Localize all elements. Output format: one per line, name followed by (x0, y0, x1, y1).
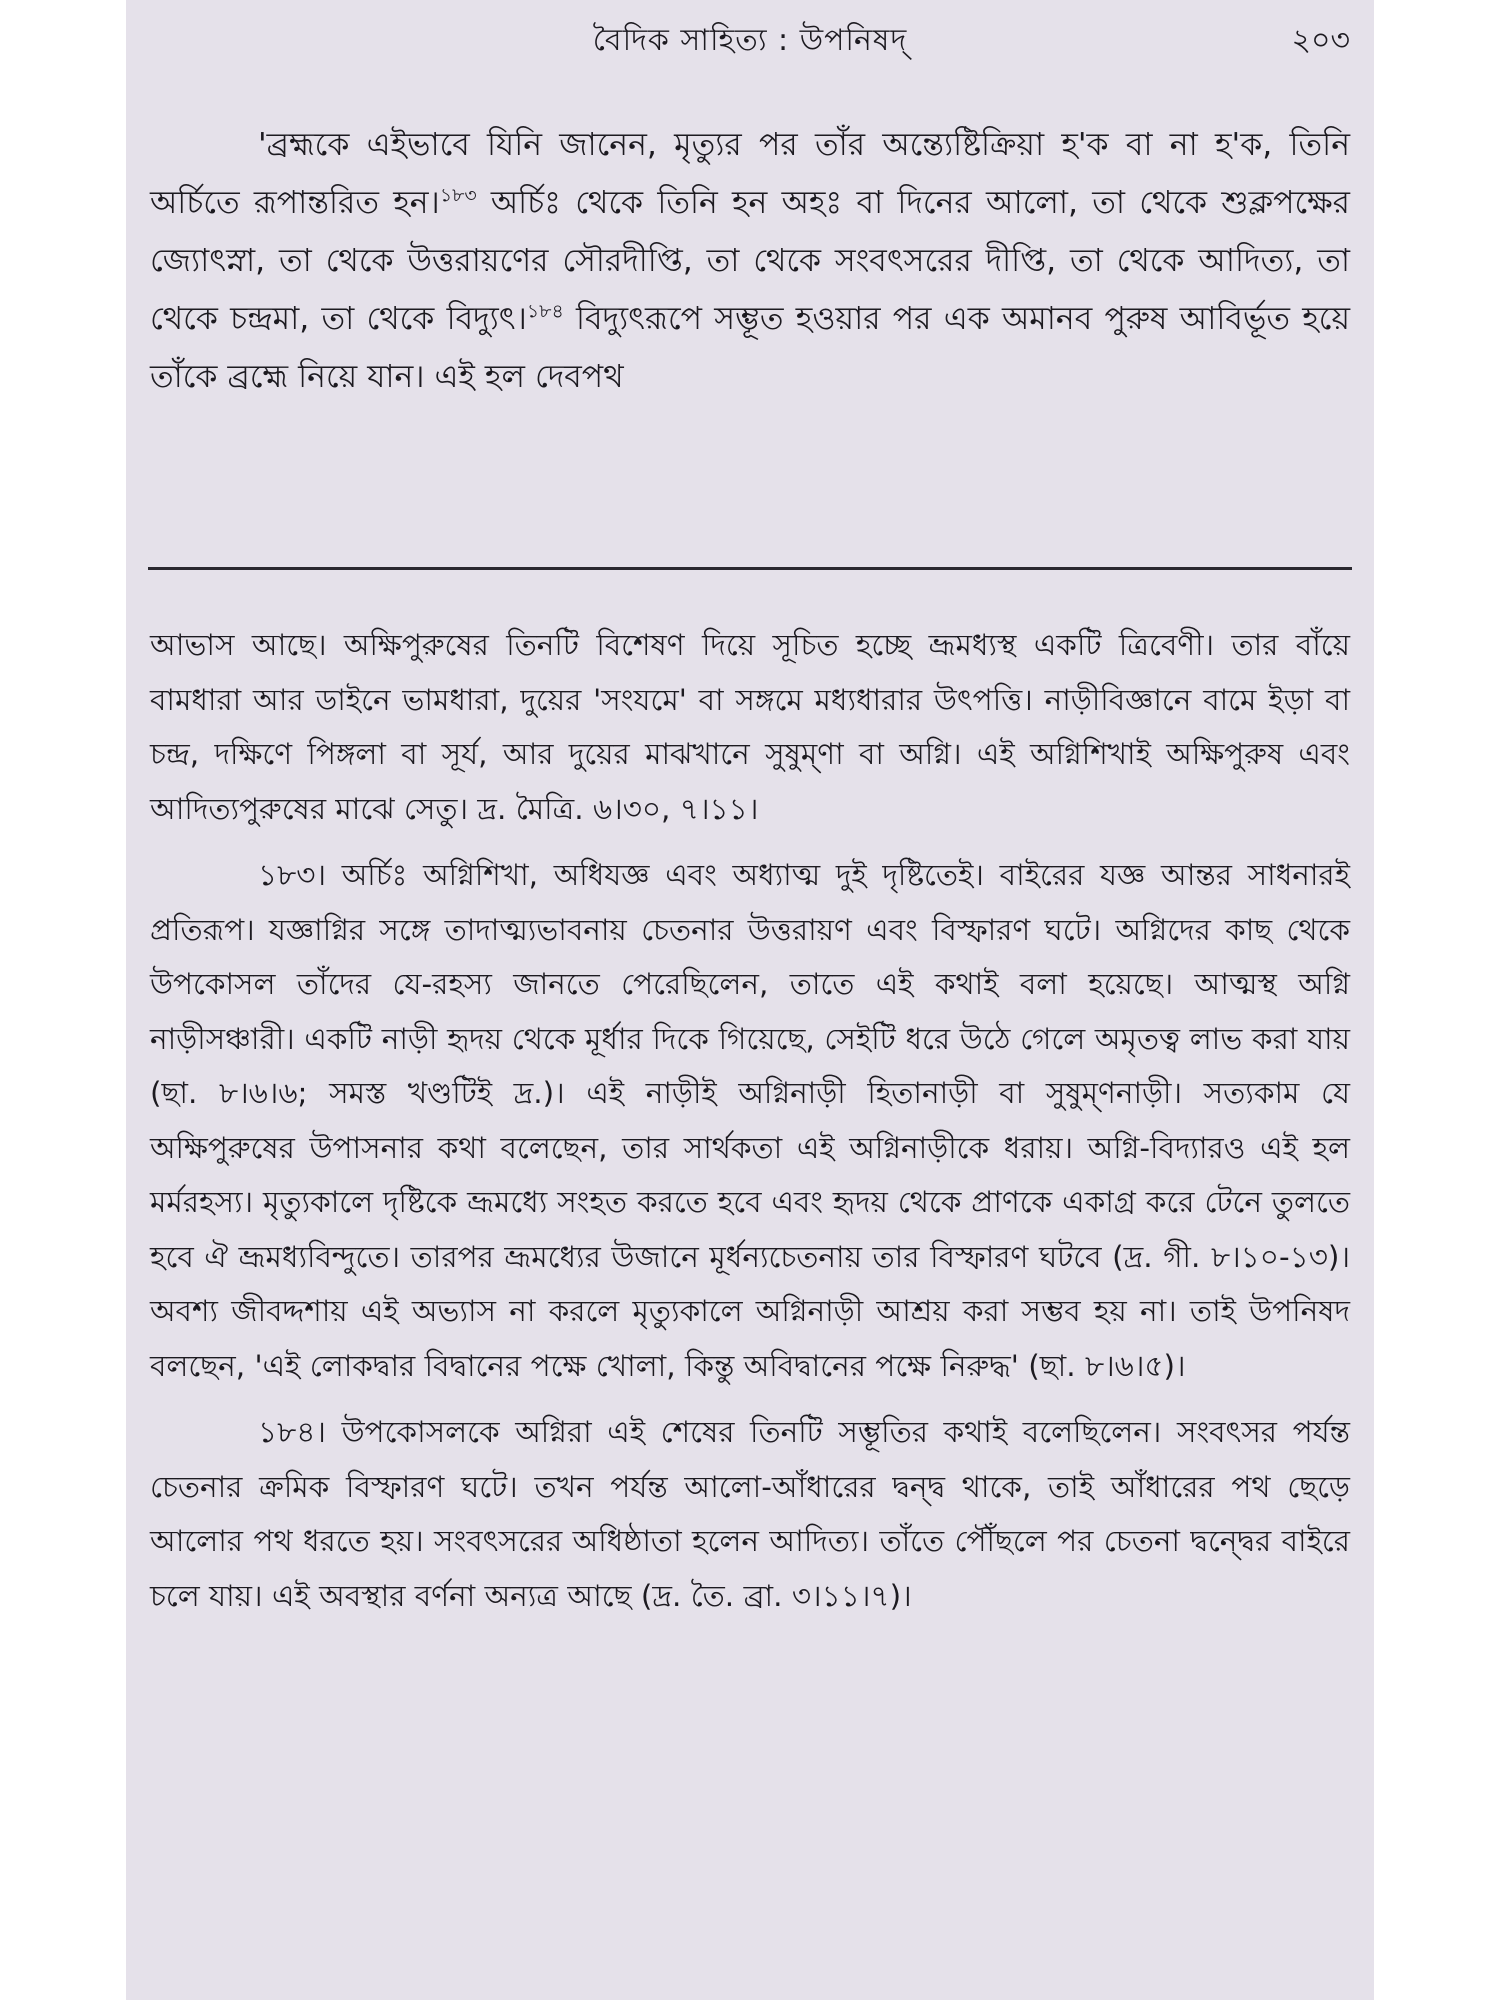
main-text-part-3: বিদ্যুৎরূপে সম্ভূত হওয়ার পর এক অমানব পুরুষ আবির্ভূত হয়ে তাঁকে ব্রহ্মে নিয়ে যান। এই হল দেবপথ (150, 301, 1351, 395)
page-number: ২০৩ (1291, 23, 1350, 58)
main-text (150, 116, 1350, 406)
footnote-continuation: আভাস আছে। অক্ষিপুরুষের তিনটি বিশেষণ দিয়ে সূচিত হচ্ছে ভ্রূমধ্যস্থ একটি ত্রিবেণী। তার বাঁয়ে বামধারা আর ডাইনে ভামধারা, দুয়ের 'সংযমে' বা সঙ্গমে মধ্যধারার উৎপত্তি। নাড়ীবিজ্ঞানে বামে ইড়া বা চন্দ্র, দক্ষিণে পিঙ্গলা বা সূর্য, আর দুয়ের মাঝখানে সুষুম্ণা বা অগ্নি। এই অগ্নিশিখাই অক্ষিপুরুষ এবং আদিত্যপুরুষের মাঝে সেতু। দ্র. মৈত্রি. ৬।৩০, ৭।১১। (150, 628, 1350, 826)
footnote-ref-184[interactable]: ১৮৪ (526, 300, 564, 323)
main-text-part-1: 'ব্রহ্মকে এইভাবে যিনি জানেন, মৃত্যুর পর তাঁর অন্ত্যেষ্টিক্রিয়া হ'ক বা না হ'ক, তিনি অর্চিতে রূপান্তরিত হন। (150, 127, 1350, 221)
footnote-divider (148, 567, 1352, 570)
footnote-183: ১৮৩। অর্চিঃ অগ্নিশিখা, অধিযজ্ঞ এবং অধ্যাত্ম দুই দৃষ্টিতেই। বাইরের যজ্ঞ আন্তর সাধনারই প্রতিরূপ। যজ্ঞাগ্নির সঙ্গে তাদাত্ম্যভাবনায় চেতনার উত্তরায়ণ এবং বিস্ফারণ ঘটে। অগ্নিদের কাছ থেকে উপকোসল তাঁদের যে-রহস্য জানতে পেরেছিলেন, তাতে এই কথাই বলা হয়েছে। আত্মস্থ অগ্নি নাড়ীসঞ্চারী। একটি নাড়ী হৃদয় থেকে মূর্ধার দিকে গিয়েছে, সেইটি ধরে উঠে গেলে অমৃতত্ব লাভ করা যায় (ছা. ৮।৬।৬; সমস্ত খণ্ডটিই দ্র.)। এই নাড়ীই অগ্নিনাড়ী হিতানাড়ী বা সুষুম্ণনাড়ী। সত্যকাম যে অক্ষিপুরুষের উপাসনার কথা বলেছেন, তার সার্থকতা এই অগ্নিনাড়ীকে ধরায়। অগ্নি-বিদ্যারও এই হল মর্মরহস্য। মৃত্যুকালে দৃষ্টিকে ভ্রূমধ্যে সংহত করতে হবে এবং হৃদয় থেকে প্রাণকে একাগ্র করে টেনে তুলতে হবে ঐ ভ্রূমধ্যবিন্দুতে। তারপর ভ্রূমধ্যের উজানে মূর্ধন্যচেতনায় তার বিস্ফারণ ঘটবে (দ্র. গী. ৮।১০-১৩)। অবশ্য জীবদ্দশায় এই অভ্যাস না করলে মৃত্যুকালে অগ্নিনাড়ী আশ্রয় করা সম্ভব হয় না। তাই উপনিষদ বলছেন, 'এই লোকদ্বার বিদ্বানের পক্ষে খোলা, কিন্তু অবিদ্বানের পক্ষে নিরুদ্ধ' (ছা. ৮।৬।৫)। (150, 858, 1350, 1383)
footnote-184: ১৮৪। উপকোসলকে অগ্নিরা এই শেষের তিনটি সম্ভূতির কথাই বলেছিলেন। সংবৎসর পর্যন্ত চেতনার ক্রমিক বিস্ফারণ ঘটে। তখন পর্যন্ত আলো-আঁধারের দ্বন্দ্ব থাকে, তাই আঁধারের পথ ছেড়ে আলোর পথ ধরতে হয়। সংবৎসরের অধিষ্ঠাতা হলেন আদিত্য। তাঁতে পৌঁছলে পর চেতনা দ্বন্দ্বের বাইরে চলে যায়। এই অবস্থার বর্ণনা অন্যত্র আছে (দ্র. তৈ. ব্রা. ৩।১১।৭)। (150, 1415, 1350, 1613)
main-paragraph (150, 116, 1350, 406)
book-page (126, 0, 1374, 2000)
footnote-ref-183[interactable]: ১৮৩ (439, 184, 477, 207)
running-title: বৈদিক সাহিত্য : উপনিষদ্ (592, 23, 908, 58)
main-text-part-2: অর্চিঃ থেকে তিনি হন অহঃ বা দিনের আলো, তা থেকে শুক্লপক্ষের জ্যোৎস্না, তা থেকে উত্তরায়ণের সৌরদীপ্তি, তা থেকে সংবৎসরের দীপ্তি, তা থেকে আদিত্য, তা থেকে চন্দ্রমা, তা থেকে বিদ্যুৎ। (150, 185, 1350, 337)
page-header (150, 6, 1350, 58)
footnotes (150, 618, 1350, 1635)
